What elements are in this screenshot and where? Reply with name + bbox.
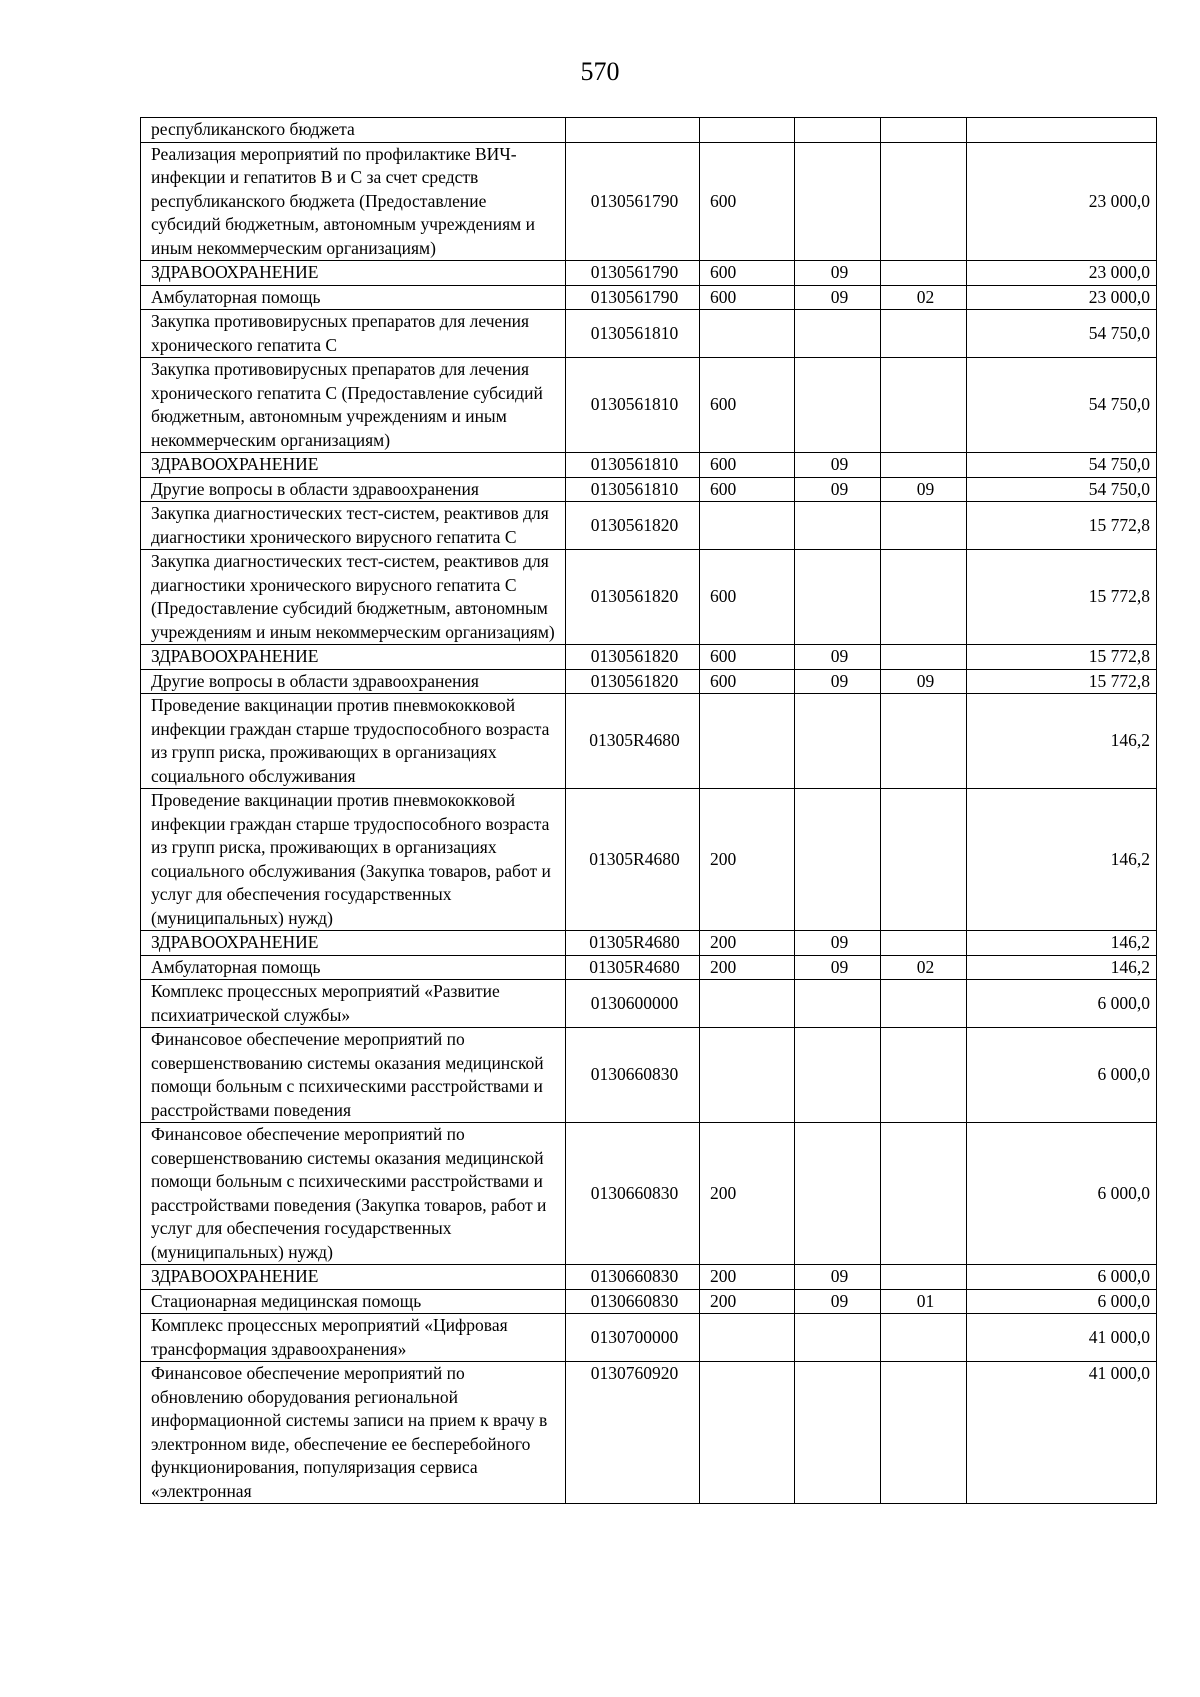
- table-row: [141, 261, 1157, 286]
- cell-expense-type: 600: [700, 358, 795, 453]
- cell-subsection: 01: [881, 1289, 967, 1314]
- cell-amount: [967, 118, 1157, 143]
- cell-expense-type: 600: [700, 669, 795, 694]
- table-row: [141, 669, 1157, 694]
- cell-section: [795, 118, 881, 143]
- cell-target-code: 01305R4680: [566, 789, 700, 931]
- cell-section: [795, 550, 881, 645]
- cell-target-code: 0130561790: [566, 285, 700, 310]
- cell-subsection: 09: [881, 669, 967, 694]
- cell-amount: 41 000,0: [967, 1314, 1157, 1362]
- cell-expense-type: [700, 1314, 795, 1362]
- table-row: [141, 694, 1157, 789]
- cell-target-code: 0130760920: [566, 1362, 700, 1504]
- cell-section: 09: [795, 261, 881, 286]
- cell-amount: 15 772,8: [967, 550, 1157, 645]
- cell-subsection: 02: [881, 285, 967, 310]
- table-row: [141, 980, 1157, 1028]
- cell-expense-type: [700, 310, 795, 358]
- cell-subsection: 02: [881, 955, 967, 980]
- cell-amount: 54 750,0: [967, 358, 1157, 453]
- cell-target-code: 0130561810: [566, 477, 700, 502]
- cell-amount: 146,2: [967, 955, 1157, 980]
- cell-subsection: [881, 310, 967, 358]
- cell-section: 09: [795, 453, 881, 478]
- cell-expense-type: 200: [700, 1123, 795, 1265]
- cell-expense-type: 600: [700, 550, 795, 645]
- cell-name: Проведение вакцинации против пневмококковой инфекции граждан старше трудоспособного возраста из групп риска, проживающих в организациях социального обслуживания (Закупка товаров, работ и услуг для обеспечения государственных (муниципальных) нужд): [141, 789, 566, 931]
- cell-subsection: [881, 931, 967, 956]
- cell-name: ЗДРАВООХРАНЕНИЕ: [141, 931, 566, 956]
- cell-subsection: [881, 1314, 967, 1362]
- cell-expense-type: [700, 980, 795, 1028]
- cell-target-code: 0130600000: [566, 980, 700, 1028]
- table-row: [141, 550, 1157, 645]
- cell-section: [795, 142, 881, 261]
- cell-target-code: 0130561790: [566, 142, 700, 261]
- cell-expense-type: [700, 1028, 795, 1123]
- cell-name: Реализация мероприятий по профилактике ВИЧ-инфекции и гепатитов В и С за счет средств республиканского бюджета (Предоставление субсидий бюджетным, автономным учреждениям и иным некоммерческим организациям): [141, 142, 566, 261]
- cell-amount: 23 000,0: [967, 142, 1157, 261]
- table-row: [141, 118, 1157, 143]
- cell-target-code: 01305R4680: [566, 931, 700, 956]
- cell-name: ЗДРАВООХРАНЕНИЕ: [141, 453, 566, 478]
- cell-amount: 146,2: [967, 789, 1157, 931]
- cell-section: [795, 1028, 881, 1123]
- cell-name: республиканского бюджета: [141, 118, 566, 143]
- cell-section: [795, 310, 881, 358]
- table-row: [141, 1265, 1157, 1290]
- cell-expense-type: 200: [700, 955, 795, 980]
- cell-name: ЗДРАВООХРАНЕНИЕ: [141, 1265, 566, 1290]
- cell-target-code: 0130660830: [566, 1289, 700, 1314]
- cell-section: [795, 694, 881, 789]
- table-row: [141, 142, 1157, 261]
- cell-section: 09: [795, 955, 881, 980]
- table-row: [141, 955, 1157, 980]
- cell-subsection: [881, 358, 967, 453]
- table-row: [141, 477, 1157, 502]
- cell-amount: 6 000,0: [967, 980, 1157, 1028]
- cell-expense-type: 600: [700, 285, 795, 310]
- cell-amount: 146,2: [967, 694, 1157, 789]
- cell-name: Закупка противовирусных препаратов для лечения хронического гепатита С (Предоставление субсидий бюджетным, автономным учреждениям и иным некоммерческим организациям): [141, 358, 566, 453]
- cell-subsection: [881, 1265, 967, 1290]
- cell-amount: 23 000,0: [967, 285, 1157, 310]
- cell-amount: 146,2: [967, 931, 1157, 956]
- table-row: [141, 502, 1157, 550]
- cell-name: Амбулаторная помощь: [141, 955, 566, 980]
- cell-target-code: 0130561820: [566, 502, 700, 550]
- table-row: [141, 931, 1157, 956]
- table-row: [141, 285, 1157, 310]
- cell-name: Комплекс процессных мероприятий «Развитие психиатрической службы»: [141, 980, 566, 1028]
- table-row: [141, 453, 1157, 478]
- cell-expense-type: 600: [700, 453, 795, 478]
- cell-name: ЗДРАВООХРАНЕНИЕ: [141, 261, 566, 286]
- cell-target-code: 0130561820: [566, 550, 700, 645]
- cell-section: [795, 1123, 881, 1265]
- table-row: [141, 645, 1157, 670]
- cell-expense-type: 200: [700, 1289, 795, 1314]
- cell-name: Стационарная медицинская помощь: [141, 1289, 566, 1314]
- cell-subsection: [881, 694, 967, 789]
- budget-table-body: [141, 118, 1157, 1504]
- cell-name: Финансовое обеспечение мероприятий по обновлению оборудования региональной информационной системы записи на прием к врачу в электронном виде, обеспечение ее бесперебойного функционирования, популяризация сервиса «электронная: [141, 1362, 566, 1504]
- table-row: [141, 1362, 1157, 1504]
- cell-name: Закупка противовирусных препаратов для лечения хронического гепатита С: [141, 310, 566, 358]
- cell-name: Финансовое обеспечение мероприятий по совершенствованию системы оказания медицинской помощи больным с психическими расстройствами и расстройствами поведения: [141, 1028, 566, 1123]
- cell-target-code: 0130660830: [566, 1028, 700, 1123]
- cell-expense-type: 200: [700, 931, 795, 956]
- cell-name: ЗДРАВООХРАНЕНИЕ: [141, 645, 566, 670]
- cell-section: 09: [795, 477, 881, 502]
- cell-name: Финансовое обеспечение мероприятий по совершенствованию системы оказания медицинской помощи больным с психическими расстройствами и расстройствами поведения (Закупка товаров, работ и услуг для обеспечения государственных (муниципальных) нужд): [141, 1123, 566, 1265]
- cell-amount: 15 772,8: [967, 669, 1157, 694]
- table-row: [141, 1028, 1157, 1123]
- cell-amount: 6 000,0: [967, 1265, 1157, 1290]
- table-row: [141, 1123, 1157, 1265]
- table-row: [141, 789, 1157, 931]
- cell-name: Комплекс процессных мероприятий «Цифровая трансформация здравоохранения»: [141, 1314, 566, 1362]
- cell-section: 09: [795, 1289, 881, 1314]
- cell-expense-type: 600: [700, 142, 795, 261]
- cell-section: [795, 980, 881, 1028]
- cell-expense-type: [700, 1362, 795, 1504]
- table-row: [141, 310, 1157, 358]
- cell-expense-type: [700, 694, 795, 789]
- cell-target-code: 0130660830: [566, 1265, 700, 1290]
- cell-target-code: 0130561810: [566, 310, 700, 358]
- cell-subsection: [881, 261, 967, 286]
- table-row: [141, 1314, 1157, 1362]
- cell-amount: 41 000,0: [967, 1362, 1157, 1504]
- cell-target-code: 0130561810: [566, 358, 700, 453]
- cell-subsection: [881, 118, 967, 143]
- cell-section: [795, 502, 881, 550]
- budget-table: [140, 117, 1157, 1504]
- cell-target-code: 0130561790: [566, 261, 700, 286]
- cell-subsection: 09: [881, 477, 967, 502]
- cell-target-code: 01305R4680: [566, 955, 700, 980]
- cell-amount: 23 000,0: [967, 261, 1157, 286]
- cell-amount: 6 000,0: [967, 1289, 1157, 1314]
- page-number: 570: [580, 57, 620, 86]
- cell-name: Другие вопросы в области здравоохранения: [141, 669, 566, 694]
- cell-section: 09: [795, 285, 881, 310]
- cell-name: Закупка диагностических тест-систем, реактивов для диагностики хронического вирусного гепатита С (Предоставление субсидий бюджетным, автономным учреждениям и иным некоммерческим организациям): [141, 550, 566, 645]
- cell-target-code: 0130660830: [566, 1123, 700, 1265]
- cell-target-code: 0130700000: [566, 1314, 700, 1362]
- cell-subsection: [881, 789, 967, 931]
- cell-subsection: [881, 142, 967, 261]
- cell-subsection: [881, 453, 967, 478]
- cell-subsection: [881, 1362, 967, 1504]
- cell-expense-type: 200: [700, 789, 795, 931]
- cell-name: Амбулаторная помощь: [141, 285, 566, 310]
- table-row: [141, 358, 1157, 453]
- cell-amount: 6 000,0: [967, 1028, 1157, 1123]
- cell-section: 09: [795, 669, 881, 694]
- cell-subsection: [881, 1123, 967, 1265]
- cell-subsection: [881, 980, 967, 1028]
- cell-amount: 54 750,0: [967, 477, 1157, 502]
- cell-subsection: [881, 502, 967, 550]
- cell-expense-type: 600: [700, 645, 795, 670]
- cell-expense-type: [700, 502, 795, 550]
- cell-section: 09: [795, 1265, 881, 1290]
- cell-name: Другие вопросы в области здравоохранения: [141, 477, 566, 502]
- cell-section: [795, 358, 881, 453]
- cell-target-code: 0130561810: [566, 453, 700, 478]
- cell-amount: 54 750,0: [967, 310, 1157, 358]
- cell-subsection: [881, 1028, 967, 1123]
- cell-name: Закупка диагностических тест-систем, реактивов для диагностики хронического вирусного гепатита С: [141, 502, 566, 550]
- cell-expense-type: [700, 118, 795, 143]
- cell-subsection: [881, 645, 967, 670]
- cell-expense-type: 600: [700, 261, 795, 286]
- cell-target-code: 0130561820: [566, 669, 700, 694]
- cell-target-code: 0130561820: [566, 645, 700, 670]
- cell-name: Проведение вакцинации против пневмококковой инфекции граждан старше трудоспособного возраста из групп риска, проживающих в организациях социального обслуживания: [141, 694, 566, 789]
- cell-section: [795, 1362, 881, 1504]
- cell-target-code: [566, 118, 700, 143]
- cell-expense-type: 200: [700, 1265, 795, 1290]
- cell-amount: 54 750,0: [967, 453, 1157, 478]
- cell-amount: 15 772,8: [967, 645, 1157, 670]
- cell-expense-type: 600: [700, 477, 795, 502]
- cell-amount: 15 772,8: [967, 502, 1157, 550]
- cell-section: [795, 789, 881, 931]
- cell-section: [795, 1314, 881, 1362]
- cell-section: 09: [795, 645, 881, 670]
- table-row: [141, 1289, 1157, 1314]
- cell-target-code: 01305R4680: [566, 694, 700, 789]
- cell-amount: 6 000,0: [967, 1123, 1157, 1265]
- cell-section: 09: [795, 931, 881, 956]
- cell-subsection: [881, 550, 967, 645]
